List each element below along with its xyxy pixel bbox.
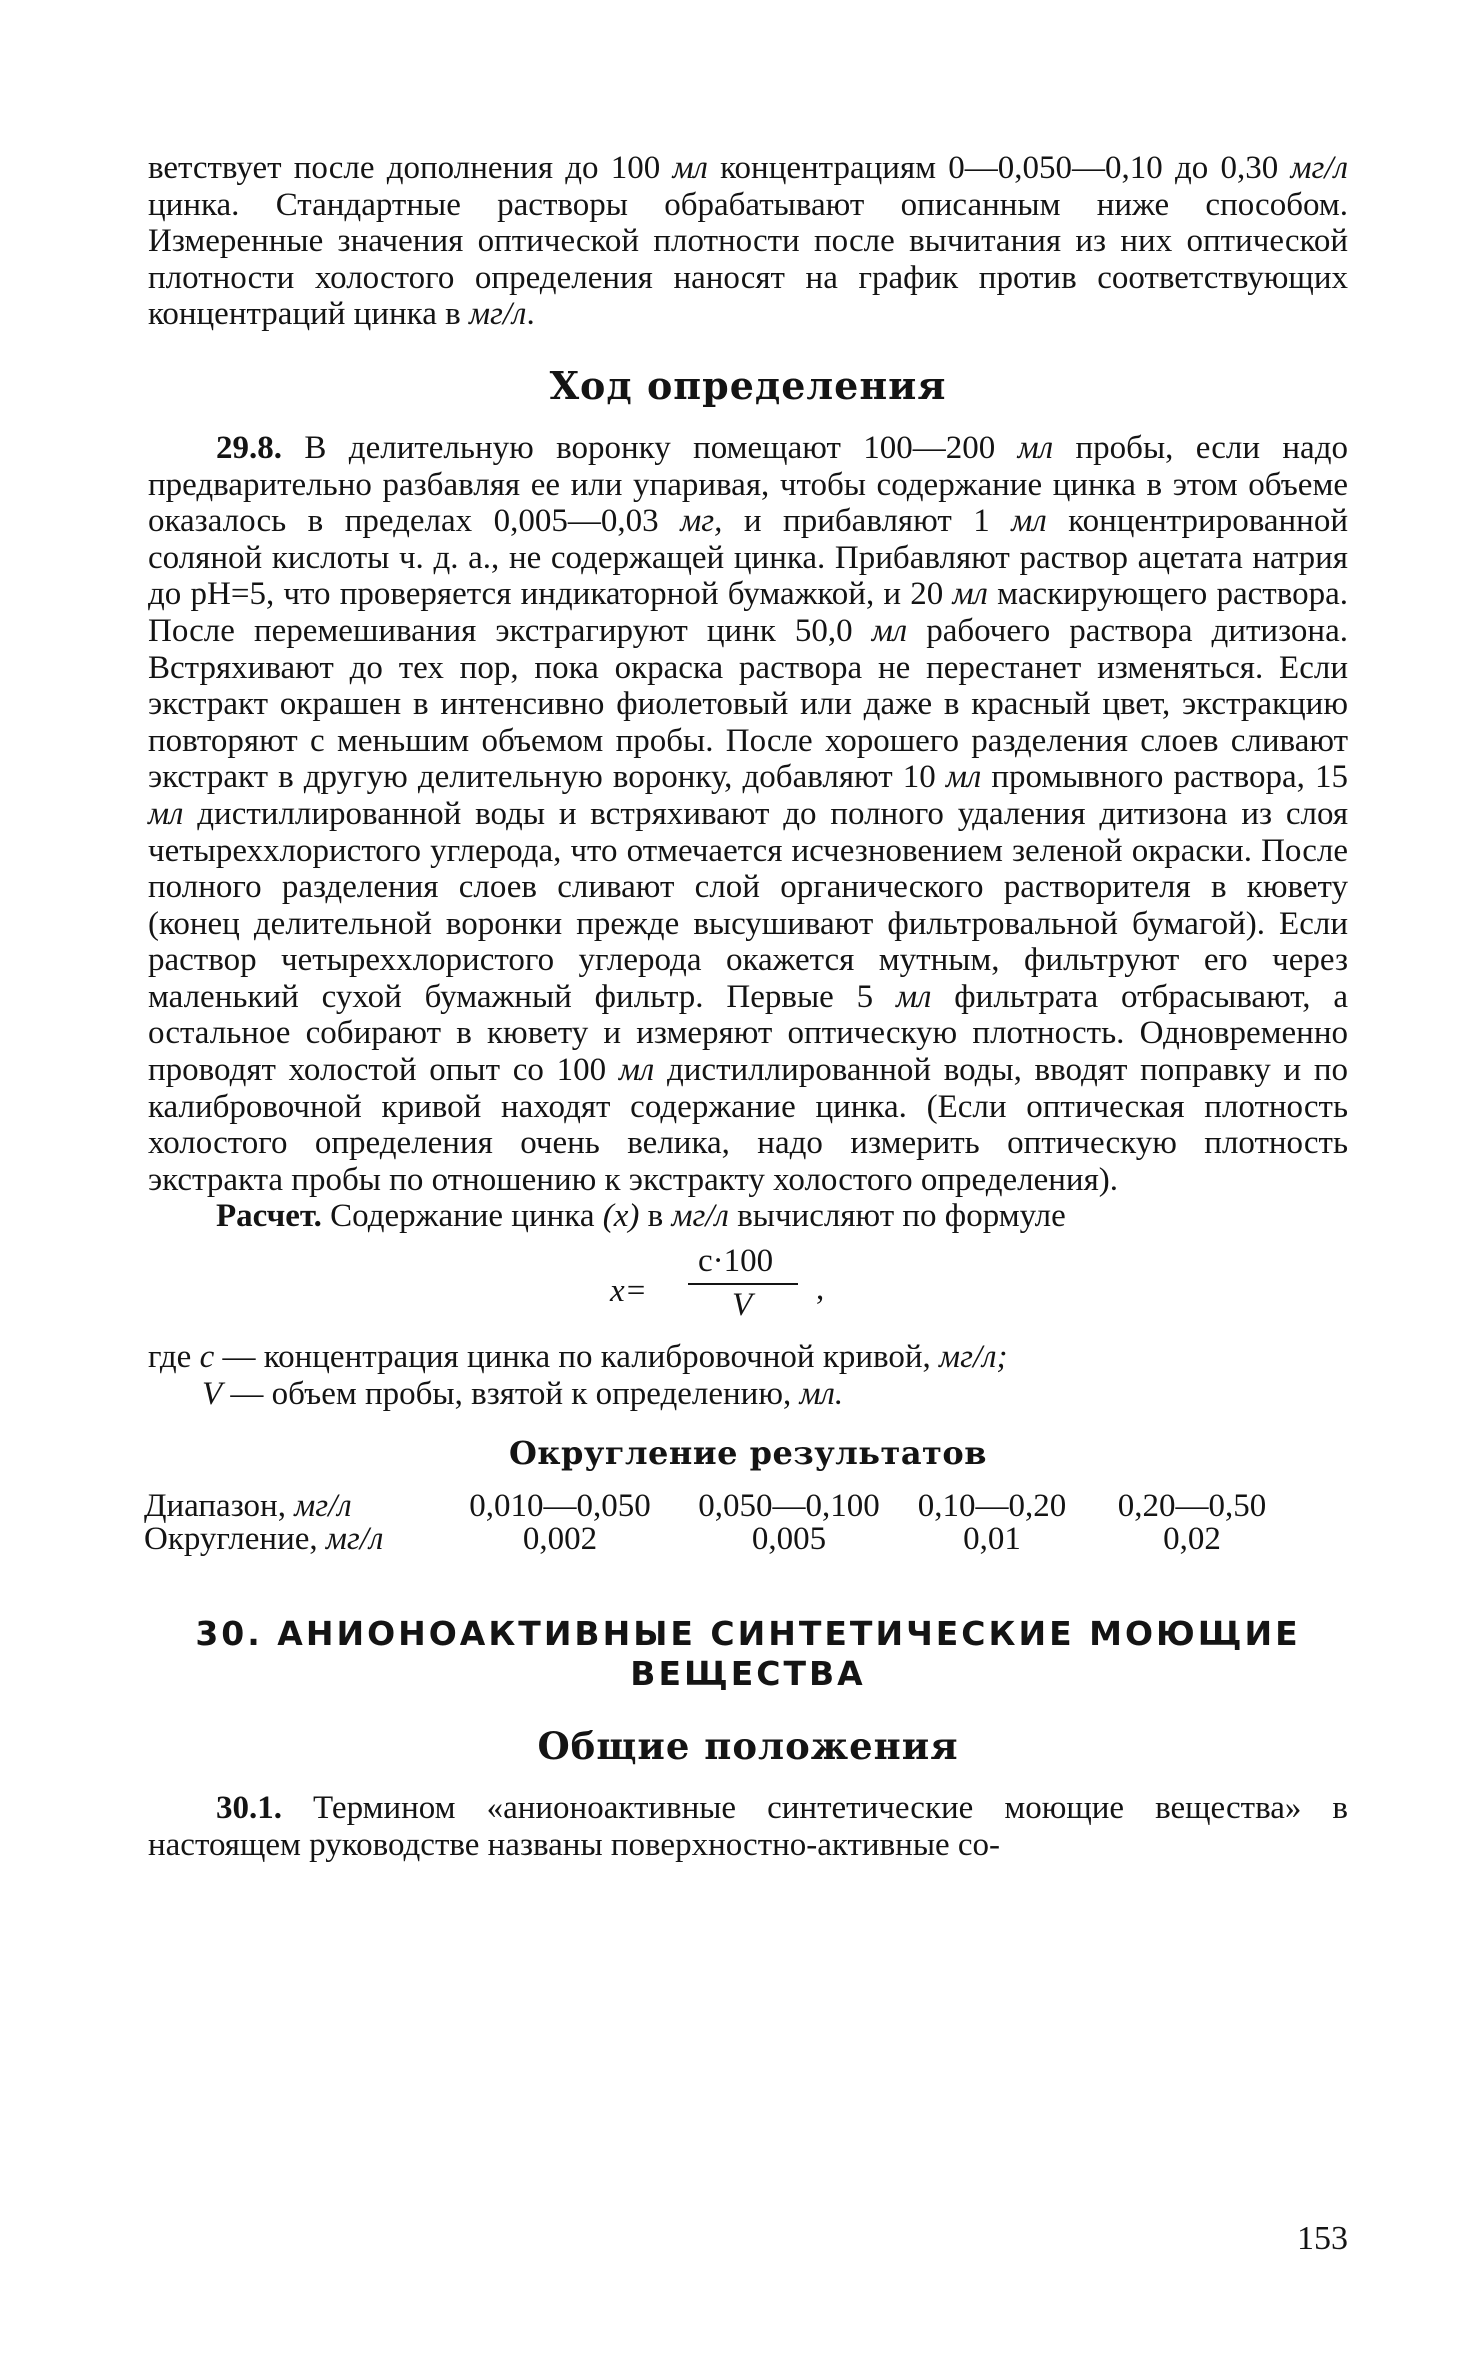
table-row bbox=[144, 1490, 1302, 1523]
fraction-bar bbox=[688, 1283, 798, 1285]
procedure-text: маскирующего раствора. После перемешивания экстрагируют цинк 50,0 bbox=[148, 576, 1348, 649]
table-cell: 0,10—0,20 bbox=[917, 1488, 1067, 1525]
punct: . bbox=[526, 296, 535, 333]
clause-number: 30.1. bbox=[216, 1790, 282, 1827]
general-paragraph bbox=[148, 1790, 1348, 1863]
legend-v bbox=[148, 1376, 1348, 1413]
unit: мг/л bbox=[671, 1198, 729, 1235]
formula-numerator: c·100 bbox=[698, 1243, 774, 1280]
procedure-text: пробы, если надо предварительно разбавляя ее или упаривая, чтобы содержание цинка в этом объеме оказалось в пределах 0,005—0,03 bbox=[148, 429, 1348, 540]
calc-paragraph bbox=[148, 1198, 1348, 1235]
table-cell: 0,002 bbox=[522, 1521, 598, 1558]
procedure-text: концентрированной соляной кислоты ч. д. а., не содержащей цинка. Прибавляют раствор ацетата натрия до pH=5, что проверяется индикаторной бумажкой, и 20 bbox=[148, 503, 1348, 613]
intro-paragraph bbox=[148, 150, 1348, 333]
intro-text-3: цинка. Стандартные растворы обрабатывают описанным ниже способом. Измеренные значения оптической плотности после вычитания из них оптической плотности холостого определения наносят на график против соответствующих концентраций цинка в bbox=[148, 186, 1348, 333]
intro-text-1: ветствует после дополнения до 100 bbox=[148, 150, 673, 186]
formula-comma: , bbox=[816, 1271, 825, 1308]
calc-text: вычисляют по формуле bbox=[728, 1198, 1066, 1235]
unit: мл bbox=[618, 1052, 655, 1089]
unit: мг/л bbox=[325, 1521, 384, 1558]
unit: мг/л bbox=[468, 296, 527, 333]
table-cell: 0,01 bbox=[963, 1521, 1021, 1558]
variable: c bbox=[199, 1339, 215, 1376]
unit: мл bbox=[672, 150, 708, 186]
procedure-text: дистиллированной воды и встряхивают до полного удаления дитизона из слоя четыреххлористого углерода, что отмечается исчезновением зеленой окраски. После полного разделения слоев сливают слой органического растворителя в кювету (конец делительной воронки прежде высушивают фильтровальной бумагой). Если раствор четыреххлористого углерода окажется мутным, фильтруют его через маленький сухой бумажный фильтр. Первые 5 bbox=[148, 795, 1348, 1015]
row-label bbox=[144, 1490, 444, 1523]
heading-rounding: Округление результатов bbox=[509, 1434, 987, 1473]
formula-denominator: V bbox=[732, 1287, 753, 1324]
unit: мл bbox=[952, 576, 988, 613]
general-text: Термином «анионоактивные синтетические моющие вещества» в настоящем руководстве названы поверхностно-активные со- bbox=[148, 1790, 1348, 1863]
unit: мл bbox=[148, 795, 184, 832]
heading-general: Общие положения bbox=[537, 1724, 959, 1769]
procedure-text: В делительную воронку помещают 100—200 bbox=[282, 429, 1018, 466]
table-row bbox=[144, 1523, 1302, 1556]
unit: мл. bbox=[799, 1375, 844, 1412]
heading-procedure: Ход определения bbox=[549, 362, 947, 408]
rounding-table bbox=[144, 1490, 1302, 1556]
page-body bbox=[144, 150, 1349, 1863]
procedure-text: и прибавляют 1 bbox=[722, 503, 1012, 540]
calc-label: Расчет. bbox=[216, 1198, 322, 1235]
procedure-text: промывного раствора, 15 bbox=[981, 759, 1348, 796]
unit: мл bbox=[871, 612, 908, 649]
unit: мл bbox=[1017, 429, 1054, 466]
section-title-line: ВЕЩЕСТВА bbox=[630, 1654, 866, 1694]
procedure-paragraph bbox=[148, 430, 1348, 1198]
table-cell: 0,005 bbox=[751, 1521, 827, 1558]
formula bbox=[148, 1243, 1348, 1333]
unit: мл bbox=[1011, 503, 1047, 540]
unit: мг/л bbox=[1290, 150, 1348, 186]
intro-text-2: концентрациям 0—0,050—0,10 до 0,30 bbox=[707, 150, 1291, 186]
calc-text: в bbox=[639, 1198, 672, 1235]
calc-text: Содержание цинка bbox=[321, 1198, 603, 1235]
procedure-text: дистиллированной воды, вводят поправку и по калибровочной кривой находят содержание цинка. (Если оптическая плотность холостого определения очень велика, надо измерить оптическую плотность экстракта пробы по отношению к экстракту холостого определения). bbox=[148, 1052, 1349, 1198]
formula-lhs: x= bbox=[610, 1273, 647, 1310]
table-cell: 0,010—0,050 bbox=[469, 1488, 651, 1525]
unit: мл bbox=[945, 759, 982, 796]
legend-text: — концентрация цинка по калибровочной кривой, bbox=[214, 1339, 940, 1376]
procedure-text: рабочего раствора дитизона. Встряхивают до тех пор, пока окраска раствора не перестанет изменяться. Если экстракт окрашен в интенсивно фиолетовый или даже в красный цвет, экстракцию повторяют с меньшим объемом пробы. После хорошего разделения слоев сливают экстракт в другую делительную воронку, добавляют 10 bbox=[148, 612, 1348, 796]
section-title bbox=[148, 1614, 1348, 1694]
clause-number: 29.8. bbox=[216, 429, 282, 466]
legend-text: — объем пробы, взятой к определению, bbox=[222, 1375, 800, 1412]
legend-text: где bbox=[148, 1339, 200, 1376]
row-label bbox=[144, 1523, 444, 1556]
unit: мг, bbox=[680, 503, 723, 540]
table-cell: 0,050—0,100 bbox=[698, 1488, 880, 1525]
table-cell: 0,02 bbox=[1163, 1521, 1221, 1558]
unit: мг/л bbox=[294, 1488, 352, 1525]
label-text: Диапазон, bbox=[144, 1488, 295, 1525]
page-number: 153 bbox=[1297, 2220, 1348, 2257]
procedure-text: фильтрата отбрасывают, а остальное собирают в кювету и измеряют оптическую плотность. Одновременно проводят холостой опыт со 100 bbox=[148, 978, 1348, 1089]
table-cell: 0,20—0,50 bbox=[1117, 1488, 1267, 1525]
unit: мл bbox=[895, 978, 932, 1015]
unit: мг/л; bbox=[939, 1339, 1008, 1376]
formula-legend bbox=[148, 1339, 1348, 1412]
legend-c bbox=[148, 1339, 1348, 1376]
label-text: Округление, bbox=[144, 1521, 326, 1558]
section-title-line: 30. АНИОНОАКТИВНЫЕ СИНТЕТИЧЕСКИЕ МОЮЩИЕ bbox=[195, 1614, 1301, 1654]
variable: V bbox=[202, 1375, 223, 1412]
variable: (x) bbox=[602, 1198, 640, 1235]
